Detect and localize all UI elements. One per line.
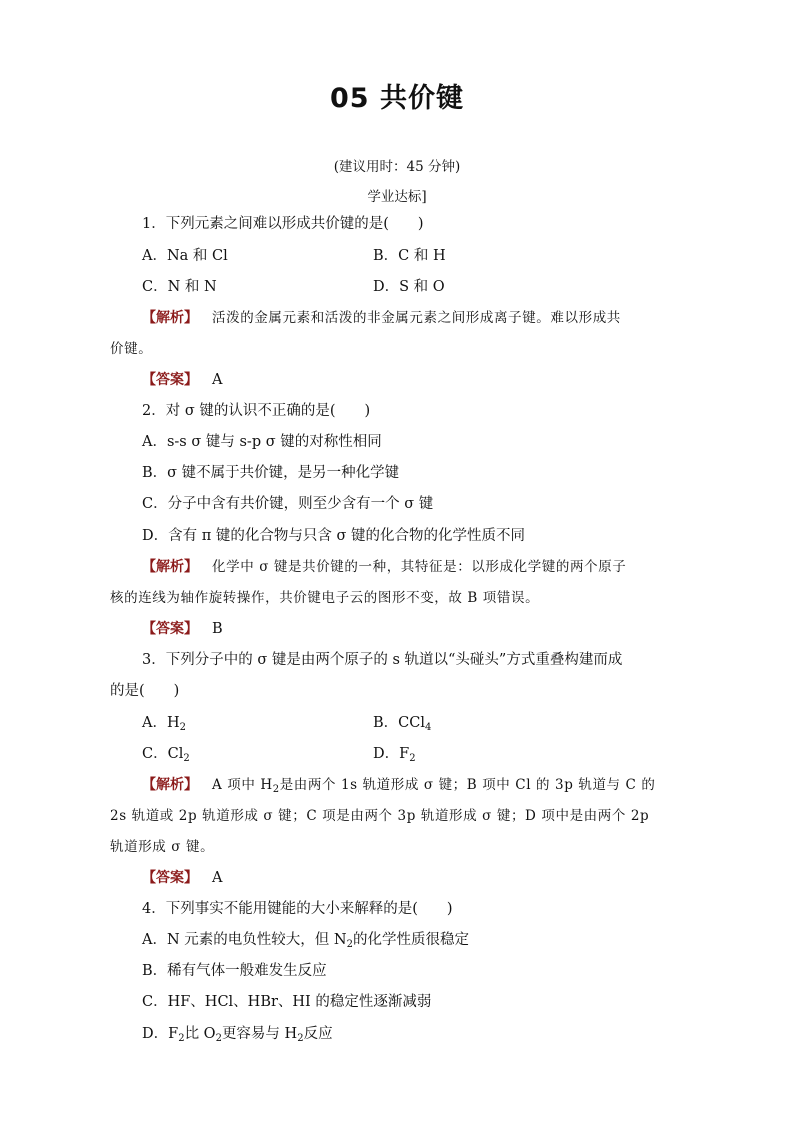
question-1-explanation xyxy=(142,308,621,328)
question-1-answer xyxy=(142,370,222,390)
question-1-option-b: B．C 和 H xyxy=(373,248,446,264)
question-2-option-c: C．分子中含有共价键，则至少含有一个 σ 键 xyxy=(142,496,434,512)
question-2-option-b: B．σ 键不属于共价键，是另一种化学键 xyxy=(142,465,400,481)
question-3-option-a: A．$H_2$ xyxy=(142,715,186,733)
explanation-text: A 项中 $H_2$是由两个 1s 轨道形成 σ 键；B 项中 Cl 的 3p 轨道与 C 的 xyxy=(212,777,656,795)
question-3-option-b: B．CCl$_4$ xyxy=(373,715,432,733)
answer-tag: 【答案】 xyxy=(142,870,198,886)
explanation-text: 活泼的金属元素和活泼的非金属元素之间形成离子键。难以形成共 xyxy=(212,310,621,326)
question-4-stem: 4．下列事实不能用键能的大小来解释的是( ) xyxy=(142,901,453,917)
section-heading: 学业达标] xyxy=(367,189,427,205)
question-1-option-c: C．N 和 N xyxy=(142,279,217,295)
question-4-option-d: D．$F_2$比 $O_2$更容易与 $H_2$反应 xyxy=(142,1026,333,1044)
answer-value: B xyxy=(212,621,223,637)
question-2-answer xyxy=(142,619,223,639)
question-3-answer xyxy=(142,868,222,888)
question-2-option-a: A．s-s σ 键与 s-p σ 键的对称性相同 xyxy=(142,434,382,450)
question-1-explanation-cont: 价键。 xyxy=(110,341,153,357)
question-3-explanation-cont: 2s 轨道或 2p 轨道形成 σ 键；C 项是由两个 3p 轨道形成 σ 键；D 项中是由两个 2p xyxy=(110,808,650,824)
explanation-tag: 【解析】 xyxy=(142,559,198,575)
answer-tag: 【答案】 xyxy=(142,372,198,388)
question-3-option-d: D．$F_2$ xyxy=(373,746,416,764)
answer-value: A xyxy=(212,870,223,886)
explanation-text: 化学中 σ 键是共价键的一种，其特征是：以形成化学键的两个原子 xyxy=(212,559,627,575)
question-2-option-d: D．含有 π 键的化合物与只含 σ 键的化合物的化学性质不同 xyxy=(142,528,525,544)
question-4-option-c: C．HF、HCl、HBr、HI 的稳定性逐渐减弱 xyxy=(142,994,432,1010)
question-3-option-c: C．$Cl_2$ xyxy=(142,746,190,764)
page-title: 05 共价键 xyxy=(330,83,464,114)
question-3-explanation-cont2: 轨道形成 σ 键。 xyxy=(110,839,215,855)
question-3-explanation xyxy=(142,775,655,795)
question-4-option-a: A．N 元素的电负性较大，但 $N_2$的化学性质很稳定 xyxy=(142,932,469,950)
question-1-option-d: D．S 和 O xyxy=(373,279,445,295)
question-1-stem: 1．下列元素之间难以形成共价键的是( ) xyxy=(142,216,424,232)
answer-value: A xyxy=(212,372,223,388)
question-1-option-a: A．Na 和 Cl xyxy=(142,248,228,264)
question-4-option-b: B．稀有气体一般难发生反应 xyxy=(142,963,327,979)
question-3-stem: 3．下列分子中的 σ 键是由两个原子的 s 轨道以“头碰头”方式重叠构建而成 xyxy=(142,652,623,668)
question-3-stem-cont: 的是( ) xyxy=(110,683,180,699)
explanation-tag: 【解析】 xyxy=(142,310,198,326)
question-2-explanation xyxy=(142,557,626,577)
answer-tag: 【答案】 xyxy=(142,621,198,637)
question-2-explanation-cont: 核的连线为轴作旋转操作，共价键电子云的图形不变，故 B 项错误。 xyxy=(110,590,540,606)
explanation-tag: 【解析】 xyxy=(142,777,198,793)
question-2-stem: 2．对 σ 键的认识不正确的是( ) xyxy=(142,403,371,419)
suggested-time: (建议用时：45 分钟) xyxy=(333,159,461,175)
